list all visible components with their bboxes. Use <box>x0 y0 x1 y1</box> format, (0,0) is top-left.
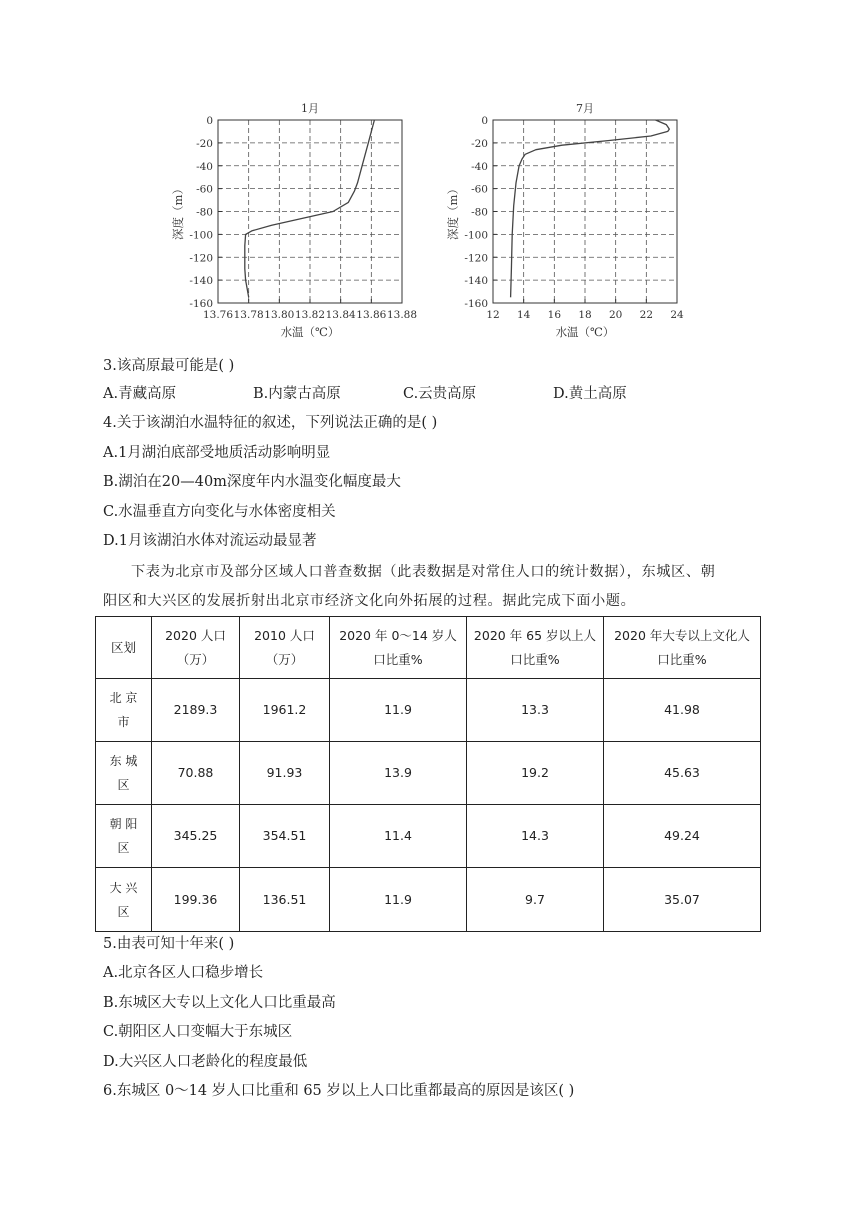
cell: 11.9 <box>330 868 467 932</box>
question-6-stem: 6.东城区 0～14 岁人口比重和 65 岁以上人口比重都最高的原因是该区( ) <box>103 1083 575 1099</box>
question-4-stem: 4.关于该湖泊水温特征的叙述，下列说法正确的是( ) <box>103 415 438 431</box>
chart-title: 1月 <box>301 102 319 115</box>
y-tick-label: 0 <box>481 115 488 127</box>
header-population-2020: 2020 人口 （万） <box>152 617 240 679</box>
question-4-option-b: B.湖泊在20—40m深度年内水温变化幅度最大 <box>103 474 401 490</box>
question-5-option-b: B.东城区大专以上文化人口比重最高 <box>103 995 336 1011</box>
x-tick-label: 13.88 <box>386 309 418 321</box>
x-tick-label: 13.76 <box>202 309 234 321</box>
header-college-share: 2020 年大专以上文化人 口比重% <box>604 617 761 679</box>
cell: 1961.2 <box>240 679 330 742</box>
y-tick-label: -160 <box>189 298 213 310</box>
x-tick-label: 24 <box>670 309 684 321</box>
cell: 49.24 <box>604 805 761 868</box>
question-5-option-c: C.朝阳区人口变幅大于东城区 <box>103 1024 293 1040</box>
y-tick-label: -20 <box>471 137 488 150</box>
population-census-table <box>95 616 761 932</box>
table-row <box>96 805 761 868</box>
row-region: 大 兴 区 <box>96 868 152 932</box>
cell: 91.93 <box>240 742 330 805</box>
x-tick-label: 13.84 <box>325 309 356 321</box>
y-tick-label: -120 <box>189 252 213 265</box>
header-population-2010: 2010 人口 （万） <box>240 617 330 679</box>
y-tick-label: -40 <box>471 160 488 173</box>
y-axis-label: 深度（m） <box>171 183 185 240</box>
y-tick-label: 0 <box>206 115 213 127</box>
question-3-option-c: C.云贵高原 <box>403 386 477 402</box>
y-tick-label: -100 <box>189 229 213 242</box>
row-region: 东 城 区 <box>96 742 152 805</box>
y-tick-label: -20 <box>196 137 213 150</box>
row-region: 北 京 市 <box>96 679 152 742</box>
passage-line-1: 下表为北京市及部分区域人口普查数据（此表数据是对常住人口的统计数据），东城区、朝 <box>131 564 716 580</box>
y-tick-label: -100 <box>464 229 488 242</box>
question-5-stem: 5.由表可知十年来( ) <box>103 936 235 952</box>
cell: 14.3 <box>467 805 604 868</box>
y-tick-label: -60 <box>471 183 488 196</box>
x-tick-label: 20 <box>608 309 623 321</box>
y-tick-label: -60 <box>196 183 213 196</box>
question-5-option-d: D.大兴区人口老龄化的程度最低 <box>103 1054 308 1070</box>
x-tick-label: 18 <box>578 309 592 321</box>
x-tick-label: 13.82 <box>294 309 326 321</box>
chart-title: 7月 <box>576 102 594 115</box>
x-tick-label: 14 <box>516 309 531 321</box>
cell: 45.63 <box>604 742 761 805</box>
cell: 70.88 <box>152 742 240 805</box>
y-tick-label: -160 <box>464 298 488 310</box>
cell: 13.3 <box>467 679 604 742</box>
question-4-option-d: D.1月该湖泊水体对流运动最显著 <box>103 533 317 549</box>
cell: 13.9 <box>330 742 467 805</box>
table-header-row <box>96 617 761 679</box>
x-tick-label: 13.80 <box>264 309 295 321</box>
question-3-option-a: A.青藏高原 <box>103 386 177 402</box>
cell: 11.4 <box>330 805 467 868</box>
chart-july-water-temperature <box>445 98 695 343</box>
cell: 199.36 <box>152 868 240 932</box>
y-tick-label: -80 <box>471 206 488 219</box>
table-row <box>96 742 761 805</box>
x-axis-label: 水温（℃） <box>555 325 615 339</box>
table-row <box>96 868 761 932</box>
x-axis-label: 水温（℃） <box>280 325 340 339</box>
question-4-option-a: A.1月湖泊底部受地质活动影响明显 <box>103 445 331 461</box>
y-tick-label: -40 <box>196 160 213 173</box>
cell: 9.7 <box>467 868 604 932</box>
table-row <box>96 679 761 742</box>
temperature-profile-line <box>511 120 670 297</box>
question-3-option-b: B.内蒙古高原 <box>253 386 341 402</box>
cell: 136.51 <box>240 868 330 932</box>
question-3-stem: 3.该高原最可能是( ) <box>103 358 235 374</box>
y-tick-label: -80 <box>196 206 213 219</box>
y-tick-label: -140 <box>189 275 213 288</box>
question-5-option-a: A.北京各区人口稳步增长 <box>103 965 264 981</box>
x-tick-label: 22 <box>639 309 654 321</box>
row-region: 朝 阳 区 <box>96 805 152 868</box>
header-age-65-plus-share: 2020 年 65 岁以上人 口比重% <box>467 617 604 679</box>
cell: 35.07 <box>604 868 761 932</box>
x-tick-label: 13.78 <box>233 309 264 321</box>
y-tick-label: -120 <box>464 252 488 265</box>
cell: 345.25 <box>152 805 240 868</box>
cell: 41.98 <box>604 679 761 742</box>
y-axis-label: 深度（m） <box>446 183 460 240</box>
y-tick-label: -140 <box>464 275 488 288</box>
cell: 19.2 <box>467 742 604 805</box>
question-3-option-d: D.黄土高原 <box>553 386 627 402</box>
cell: 11.9 <box>330 679 467 742</box>
cell: 354.51 <box>240 805 330 868</box>
header-age-0-14-share: 2020 年 0～14 岁人 口比重% <box>330 617 467 679</box>
cell: 2189.3 <box>152 679 240 742</box>
chart-january-water-temperature <box>170 98 420 343</box>
header-region: 区划 <box>96 617 152 679</box>
x-tick-label: 16 <box>547 309 562 321</box>
x-tick-label: 13.86 <box>356 309 387 321</box>
question-4-option-c: C.水温垂直方向变化与水体密度相关 <box>103 504 336 520</box>
passage-line-2: 阳区和大兴区的发展折射出北京市经济文化向外拓展的过程。据此完成下面小题。 <box>103 593 636 609</box>
x-tick-label: 12 <box>486 309 500 321</box>
